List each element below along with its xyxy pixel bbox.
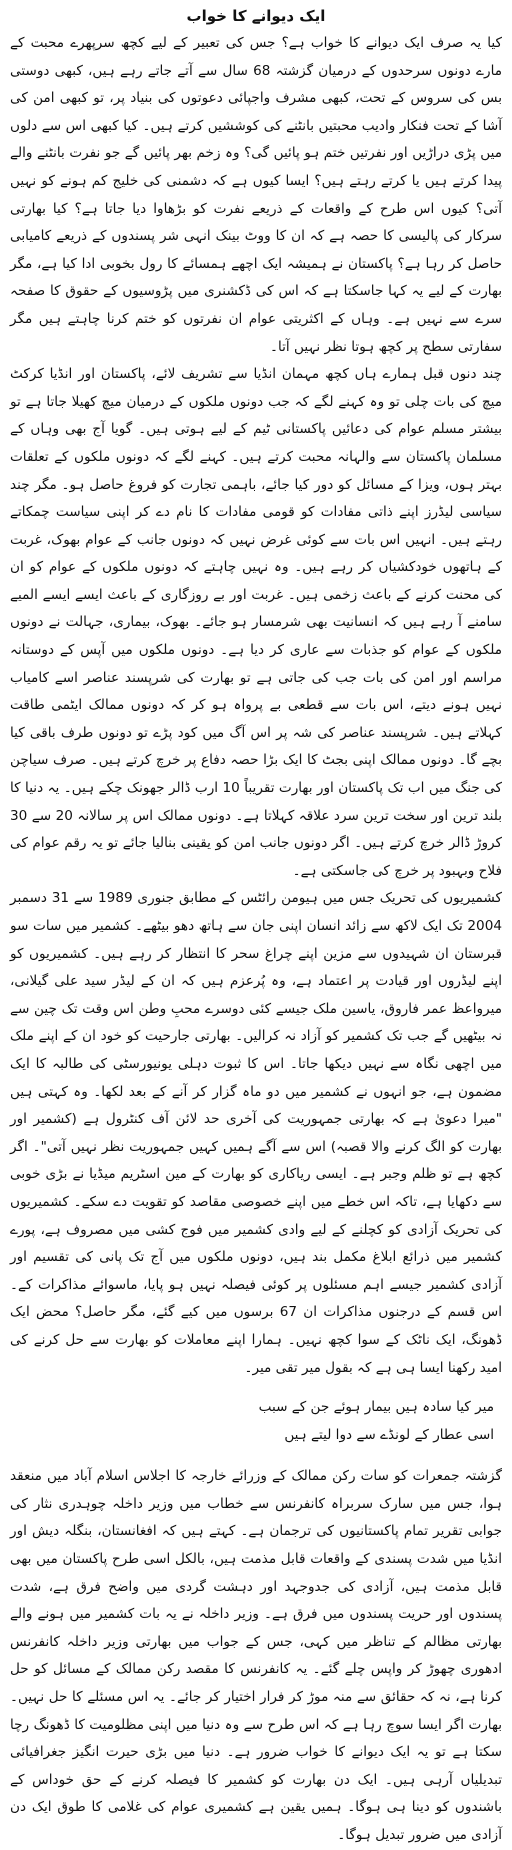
couplet-line-1: میر کیا سادہ ہیں بیمار ہوئے جن کے سبب [258,1399,494,1416]
poetry-couplet [10,1394,494,1449]
paragraph-1: کیا یہ صرف ایک دیوانے کا خواب ہے؟ جس کی تعبیر کے لیے کچھ سرپھرے محبت کے مارے دونوں سرحدوں کے درمیان گزشتہ 68 سال سے آتے جاتے رہے ہیں، کبھی دوستی بس کی سروس کے تحت، کبھی مشرف واجپائی دعوتوں کی بنیاد پر، تو کبھی امن کی آشا کے تحت فنکار وادیب محبتیں بانٹنے کی کوششیں کرتے ہیں۔ کیا کبھی اس سے دلوں میں پڑی دراڑیں اور نفرتیں ختم ہو پائیں گی؟ وہ زخم بھر پائیں گے جو نفرت بانٹنے والے پیدا کرتے ہیں یا کرتے رہتے ہیں؟ ایسا کیوں ہے کہ دشمنی کی خلیج کم ہونے کو نہیں آتی؟ کیوں اس طرح کے واقعات کے ذریعے نفرت کو بڑھاوا دیا جاتا ہے؟ کیا بھارتی سرکار کی پالیسی کا حصہ ہے کہ ان کا ووٹ بینک انہی شر پسندوں کے ذریعے کامیابی حاصل کر رہا ہے؟ پاکستان نے ہمیشہ ایک اچھے ہمسائے کا رول بخوبی ادا کیا ہے، مگر بھارت کے لیے یہ کہا جاسکتا ہے کہ اس کی ڈکشنری میں پڑوسیوں کے حقوق کا صفحہ سرے سے نہیں ہے۔ وہاں کے اکثریتی عوام ان نفرتوں کو ختم کرنا چاہتے ہیں مگر سفارتی سطح پر کچھ ہوتا نظر نہیں آتا۔ [10,35,502,355]
couplet-line-2: اسی عطار کے لونڈے سے دوا لیتے ہیں [284,1426,494,1443]
article-title: ایک دیوانے کا خواب [186,7,326,25]
paragraph-3: کشمیریوں کی تحریک جس میں ہیومن رائٹس کے مطابق جنوری 1989 سے 31 دسمبر 2004 تک ایک لاکھ سے زائد انسان اپنی جان سے ہاتھ دھو بیٹھے۔ کشمیر میں سات سو قبرستان ان شہیدوں سے مزین اپنے چراغ سحر کا انتظار کر رہے ہیں۔ کشمیریوں کو اپنے لیڈروں اور قیادت پر اعتماد ہے، وہ پُرعزم ہیں کہ ان کے لیڈر سید علی گیلانی، میرواعظ عمر فاروق، یاسین ملک جیسے کئی دوسرے محبِ وطن اس وقت تک چین سے نہ بیٹھیں گے جب تک کشمیر کو آزاد نہ کرالیں۔ بھارتی جارحیت کو خود ان کے اپنے ملک میں اچھی نگاہ سے نہیں دیکھا جاتا۔ اس کا ثبوت دہلی یونیورسٹی کی طالبہ کا ایک مضمون ہے، جو انہوں نے کشمیر میں دو ماہ گزار کر آنے کے بعد لکھا۔ وہ کہتی ہیں "میرا دعویٰ ہے کہ بھارتی جمہوریت کی آخری حد لائن آف کنٹرول ہے (کشمیر اور بھارت کو الگ کرنے والا قصبہ) اس سے آگے ہمیں کہیں جمہوریت نظر نہیں آتی"۔ اگر کچھ ہے تو ظلم وجبر ہے۔ ایسی ریاکاری کو بھارت کے مین اسٹریم میڈیا نے بڑی خوبی سے دکھایا ہے، تاکہ اس خطے میں اپنے خصوصی مقاصد کو تقویت دے سکے۔ کشمیریوں کی تحریک آزادی کو کچلنے کے لیے وادی کشمیر میں فوج کشی میں مصروف ہے، پورے کشمیر میں ذرائع ابلاغ مکمل بند ہیں، دونوں ملکوں میں آج تک پانی کی تقسیم اور آزادی کشمیر جیسے اہم مسئلوں پر کوئی فیصلہ نہیں ہو پایا، ماسوائے مذاکرات کے۔ اس قسم کے درجنوں مذاکرات ان 67 برسوں میں کیے گئے، مگر حاصل؟ محض ایک ڈھونگ، ایک ناٹک کے سوا کچھ نہیں۔ ہمارا اپنے معاملات کو بھارت سے حل کرنے کی امید رکھنا ایسا ہی ہے کہ بقول میر تقی میر۔ [10,890,502,1376]
article-body [10,30,502,1850]
paragraph-closing: گزشتہ جمعرات کو سات رکن ممالک کے وزرائے خارجہ کا اجلاس اسلام آباد میں منعقد ہوا، جس میں سارک سربراہ کانفرنس سے خطاب میں وزیر داخلہ چوہدری نثار کی جوابی تقریر تمام پاکستانیوں کی ترجمان ہے۔ کہتے ہیں کہ افغانستان، بنگلہ دیش اور انڈیا میں شدت پسندی کے واقعات قابل مذمت ہیں، بالکل اسی طرح پاکستان میں بھی قابل مذمت ہیں، آزادی کی جدوجہد اور دہشت گردی میں واضح فرق ہے، شدت پسندوں اور حریت پسندوں میں فرق ہے۔ وزیر داخلہ نے یہ بات کشمیر میں ہونے والے بھارتی مظالم کے تناظر میں کہی، جس کے جواب میں بھارتی وزیر داخلہ کانفرنس ادھوری چھوڑ کر واپس چلے گئے۔ یہ کانفرنس کا مقصد رکن ممالک کے مسائل کو حل کرنا ہے، نہ کہ حقائق سے منہ موڑ کر فرار اختیار کر جائے۔ یہ اس مسئلے کا حل نہیں۔ بھارت اگر ایسا سوچ رہا ہے کہ اس طرح سے وہ دنیا میں اپنی مظلومیت کا ڈھونگ رچا سکتا ہے تو یہ ایک دیوانے کا خواب ضرور ہے۔ دنیا میں بڑی حیرت انگیز جغرافیائی تبدیلیاں آرہی ہیں۔ ایک دن بھارت کو کشمیر کا فیصلہ کرنے کے حق خوداس کے باشندوں کو دینا ہی ہوگا۔ ہمیں یقین ہے کشمیری عوام کی غلامی کا طوق ایک دن آزادی میں ضرور تبدیل ہوگا۔ [10,1468,502,1843]
paragraph-2: چند دنوں قبل ہمارے ہاں کچھ مہمان انڈیا سے تشریف لائے، پاکستان اور انڈیا کرکٹ میچ کی بات چلی تو وہ کہنے لگے کہ جب دونوں ملکوں کے درمیان میچ کھیلا جاتا ہے تو بیشتر مسلم عوام کی دعائیں پاکستانی ٹیم کے لیے ہوتی ہیں۔ گویا آج بھی وہاں کے مسلمان پاکستان سے والہانہ محبت کرتے ہیں۔ کہنے لگے کہ دونوں ملکوں کے تعلقات بہتر ہوں، ویزا کے مسائل کو دور کیا جائے، باہمی تجارت کو فروغ حاصل ہو۔ مگر چند سیاسی لیڈرز اپنے ذاتی مفادات کو قومی مفادات کا نام دے کر اپنی سیاست چمکاتے رہتے ہیں۔ انہیں اس بات سے کوئی غرض نہیں کہ دونوں جانب کے عوام بھوک، غربت کے ہاتھوں خودکشیاں کر رہے ہیں۔ وہ نہیں چاہتے کہ دونوں ملکوں کے عوام کو ان کی محنت کرنے کے باعث زخمی ہیں۔ غربت اور بے روزگاری کے باعث ایسے ایسے المیے سامنے آ رہے ہیں کہ انسانیت بھی شرمسار ہو جائے۔ بھوک، بیماری، جہالت نے دونوں ملکوں کے عوام کو جذبات سے عاری کر دیا ہے۔ دونوں ملکوں میں آپس کے دوستانہ مراسم اور امن کی بات جب کی جاتی ہے تو بھارت کی شرپسند عناصر اسے کامیاب نہیں ہونے دیتے، اس بات سے قطعی بے پرواہ ہو کر کہ دونوں ممالک ایٹمی طاقت کہلاتے ہیں۔ شرپسند عناصر کی شہ پر اس آگ میں کود پڑے تو دونوں طرف باقی کیا بچے گا۔ دونوں ممالک اپنی بجٹ کا ایک بڑا حصہ دفاع پر خرچ کرتے ہیں۔ صرف سیاچن کی جنگ میں اب تک پاکستان اور بھارت تقریباً 10 ارب ڈالر جھونک چکے ہیں۔ یہ دنیا کا بلند ترین اور سخت ترین سرد علاقہ کہلاتا ہے۔ دونوں ممالک اس پر سالانہ 20 سے 30 کروڑ ڈالر خرچ کرتے ہیں۔ اگر دونوں جانب امن کو یقینی بنالیا جائے تو یہ رقم عوام کی فلاح وبہبود پر خرچ کی جاسکتی ہے۔ [10,366,503,879]
